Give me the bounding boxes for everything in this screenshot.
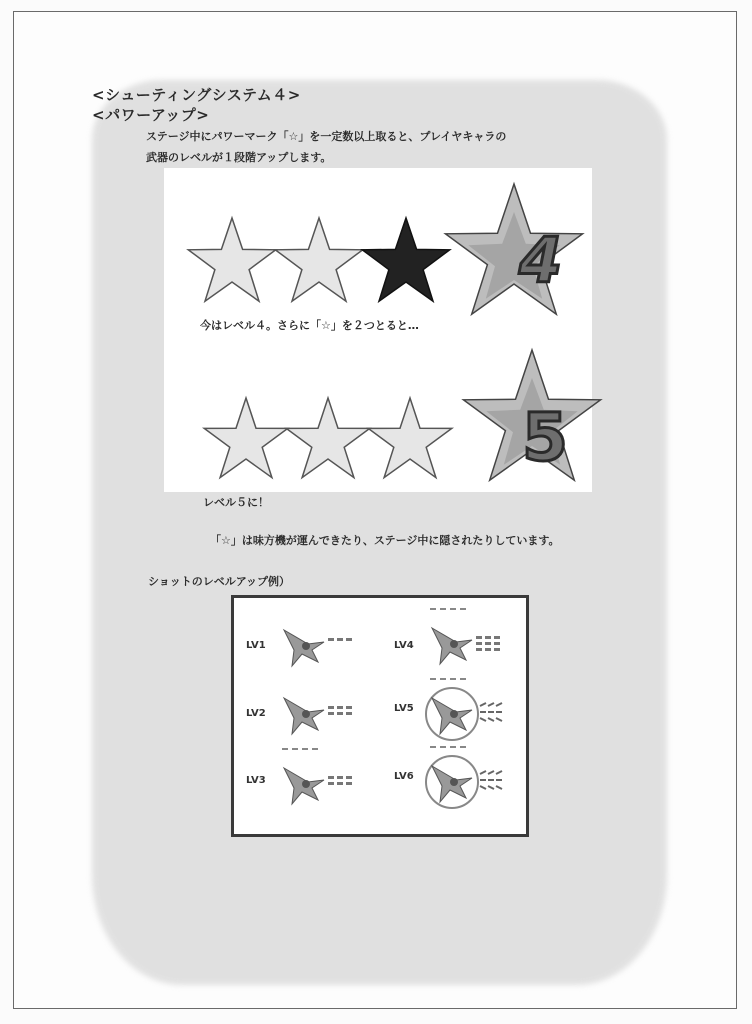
example2-caption: レベル５に！ — [203, 496, 269, 509]
star-icon — [368, 398, 452, 478]
example2-stars — [206, 360, 626, 490]
level-label-2: LV2 — [246, 708, 266, 719]
level-label-6: LV6 — [394, 771, 414, 782]
example1-stars — [192, 186, 612, 316]
level-label-5: LV5 — [394, 703, 414, 714]
shot-section-title: ショットのレベルアップ例） — [148, 575, 291, 588]
star-icon — [275, 218, 362, 301]
ship-icon — [422, 676, 532, 746]
ship-icon — [422, 606, 522, 676]
star-icon — [188, 218, 275, 301]
level-badge-5: 5 — [522, 399, 568, 476]
intro-text — [146, 126, 626, 168]
star-icon — [362, 218, 449, 301]
level-badge-4: 4 — [519, 224, 563, 297]
intro-line-2: 武器のレベルが１段階アップします。 — [146, 151, 332, 164]
note-text: 「☆」は味方機が運んできたり、ステージ中に隠されたりしています。 — [210, 534, 560, 547]
intro-line-1: ステージ中にパワーマーク「☆」を一定数以上取ると、プレイヤキャラの — [146, 130, 507, 143]
example1-caption: 今はレベル４。さらに「☆」を２つとると… — [200, 319, 419, 332]
star-icon — [204, 398, 288, 478]
level-label-4: LV4 — [394, 640, 414, 651]
ship-icon — [274, 686, 374, 746]
page-title: <シューティングシステム４> — [92, 86, 301, 104]
ship-icon — [422, 744, 532, 814]
level-label-3: LV3 — [246, 775, 266, 786]
ship-icon — [274, 746, 374, 816]
section-title: <パワーアップ> — [92, 106, 210, 124]
shot-levels-box — [231, 595, 529, 837]
star-icon — [286, 398, 370, 478]
level-label-1: LV1 — [246, 640, 266, 651]
ship-icon — [274, 618, 374, 678]
